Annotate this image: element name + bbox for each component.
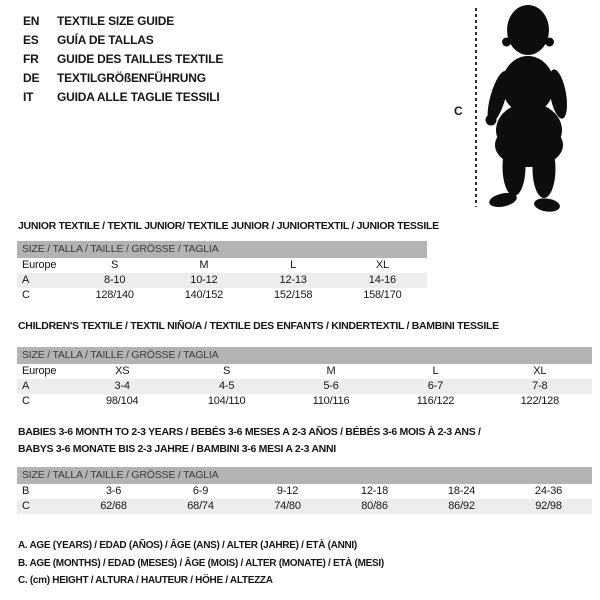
value-cell: 6-9 [192, 485, 209, 497]
section-title-line: JUNIOR TEXTILE / TEXTIL JUNIOR/ TEXTILE JUNIOR / JUNIORTEXTIL / JUNIOR TESSILE [18, 220, 439, 232]
language-row [23, 31, 223, 50]
value-cell: 7-8 [532, 380, 548, 392]
value-cell: 5-6 [323, 380, 339, 392]
value-cell: 14-16 [368, 274, 396, 286]
size-table-2 [17, 467, 592, 514]
footnote-line: C. (cm) HEIGHT / ALTURA / HAUTEUR / HÖHE / ALTEZZA [18, 575, 273, 586]
height-marker-line [475, 8, 477, 207]
value-cell: 62/68 [100, 500, 127, 512]
language-code: IT [23, 90, 34, 104]
section-title-line: CHILDREN'S TEXTILE / TEXTIL NIÑO/A / TEXTILE DES ENFANTS / KINDERTEXTIL / BAMBINI TESSILE [18, 320, 499, 332]
section-2-title [18, 424, 481, 458]
value-cell: 9-12 [276, 485, 299, 497]
section-title-line: BABIES 3-6 MONTH TO 2-3 YEARS / BEBÉS 3-6 MESES A 2-3 AÑOS / BÉBÉS 3-6 MOIS À 2-3 ANS / [18, 426, 481, 438]
language-label: TEXTILE SIZE GUIDE [57, 14, 175, 28]
value-cell: 122/128 [520, 395, 560, 407]
value-cell: 92/98 [535, 500, 562, 512]
footnote-line: A. AGE (YEARS) / EDAD (AÑOS) / ÂGE (ANS) / ALTER (JAHRE) / ETÀ (ANNI) [18, 540, 357, 551]
table-row [17, 379, 592, 394]
row-label-cell: B [22, 485, 30, 497]
table-row [17, 394, 592, 409]
language-label: GUIDA ALLE TAGLIE TESSILI [57, 90, 220, 104]
language-label: GUIDE DES TAILLES TEXTILE [57, 52, 224, 66]
row-label-cell: C [22, 289, 30, 301]
footnotes [18, 537, 384, 590]
value-cell: 68/74 [187, 500, 214, 512]
value-cell: S [111, 259, 119, 271]
baby-silhouette-icon [484, 2, 599, 214]
language-code: ES [23, 33, 39, 47]
footnote-line: B. AGE (MONTHS) / EDAD (MESES) / ÂGE (MOIS) / ALTER (MONATE) / ETÀ (MESI) [18, 557, 384, 569]
value-cell: S [223, 365, 231, 377]
value-cell: 3-6 [105, 485, 122, 497]
value-cell: 8-10 [104, 274, 126, 286]
language-row [23, 50, 223, 69]
value-cell: 18-24 [447, 485, 476, 497]
row-label-cell: A [22, 380, 30, 392]
value-cell: 110/116 [312, 395, 350, 407]
language-label: GUÍA DE TALLAS [57, 33, 154, 47]
value-cell: L [290, 259, 297, 271]
value-cell: 98/104 [105, 395, 139, 407]
height-marker-label: C [454, 104, 463, 118]
table-size-header: SIZE / TALLA / TAILLE / GRÖSSE / TAGLIA [17, 241, 427, 258]
table-size-header: SIZE / TALLA / TAILLE / GRÖSSE / TAGLIA [17, 467, 592, 484]
language-code: FR [23, 52, 39, 66]
table-row [17, 499, 592, 514]
value-cell: 12-13 [279, 274, 307, 286]
table-row [17, 364, 592, 379]
value-cell: XS [115, 365, 130, 377]
section-0-title [18, 218, 439, 235]
language-code: DE [23, 71, 40, 85]
table-size-header: SIZE / TALLA / TAILLE / GRÖSSE / TAGLIA [17, 347, 592, 364]
value-cell: 4-5 [218, 380, 235, 392]
value-cell: 128/140 [95, 289, 134, 301]
language-label: TEXTILGRÖßENFÜHRUNG [57, 71, 206, 85]
table-row [17, 258, 427, 273]
value-cell: XL [533, 365, 547, 377]
size-table-1 [17, 347, 592, 409]
size-table-0 [17, 241, 427, 303]
value-cell: 6-7 [427, 380, 444, 392]
value-cell: M [199, 259, 209, 271]
value-cell: 10-12 [190, 274, 218, 286]
table-row [17, 288, 427, 303]
value-cell: 74/80 [274, 500, 301, 512]
table-row [17, 273, 427, 288]
value-cell: 86/92 [448, 500, 475, 512]
value-cell: 80/86 [361, 500, 388, 512]
table-row [17, 484, 592, 499]
row-label-cell: Europe [22, 365, 57, 377]
value-cell: XL [375, 259, 389, 271]
value-cell: 158/170 [363, 289, 402, 301]
language-list [23, 12, 223, 107]
value-cell: 152/158 [273, 289, 313, 301]
section-1-title [18, 318, 499, 335]
language-row [23, 69, 223, 88]
value-cell: 104/110 [207, 395, 246, 407]
value-cell: 116/122 [416, 395, 455, 407]
language-row [23, 88, 223, 107]
value-cell: 3-4 [114, 380, 130, 392]
language-code: EN [23, 14, 40, 28]
value-cell: 24-36 [534, 485, 563, 497]
row-label-cell: C [22, 395, 30, 407]
value-cell: L [432, 365, 439, 377]
value-cell: 140/152 [184, 289, 224, 301]
value-cell: 12-18 [360, 485, 389, 497]
row-label-cell: A [22, 274, 30, 286]
language-row [23, 12, 223, 31]
value-cell: M [326, 365, 336, 377]
row-label-cell: Europe [22, 259, 57, 271]
row-label-cell: C [22, 500, 30, 512]
section-title-line: BABYS 3-6 MONATE BIS 2-3 JAHRE / BAMBINI 3-6 MESI A 2-3 ANNI [18, 443, 336, 455]
